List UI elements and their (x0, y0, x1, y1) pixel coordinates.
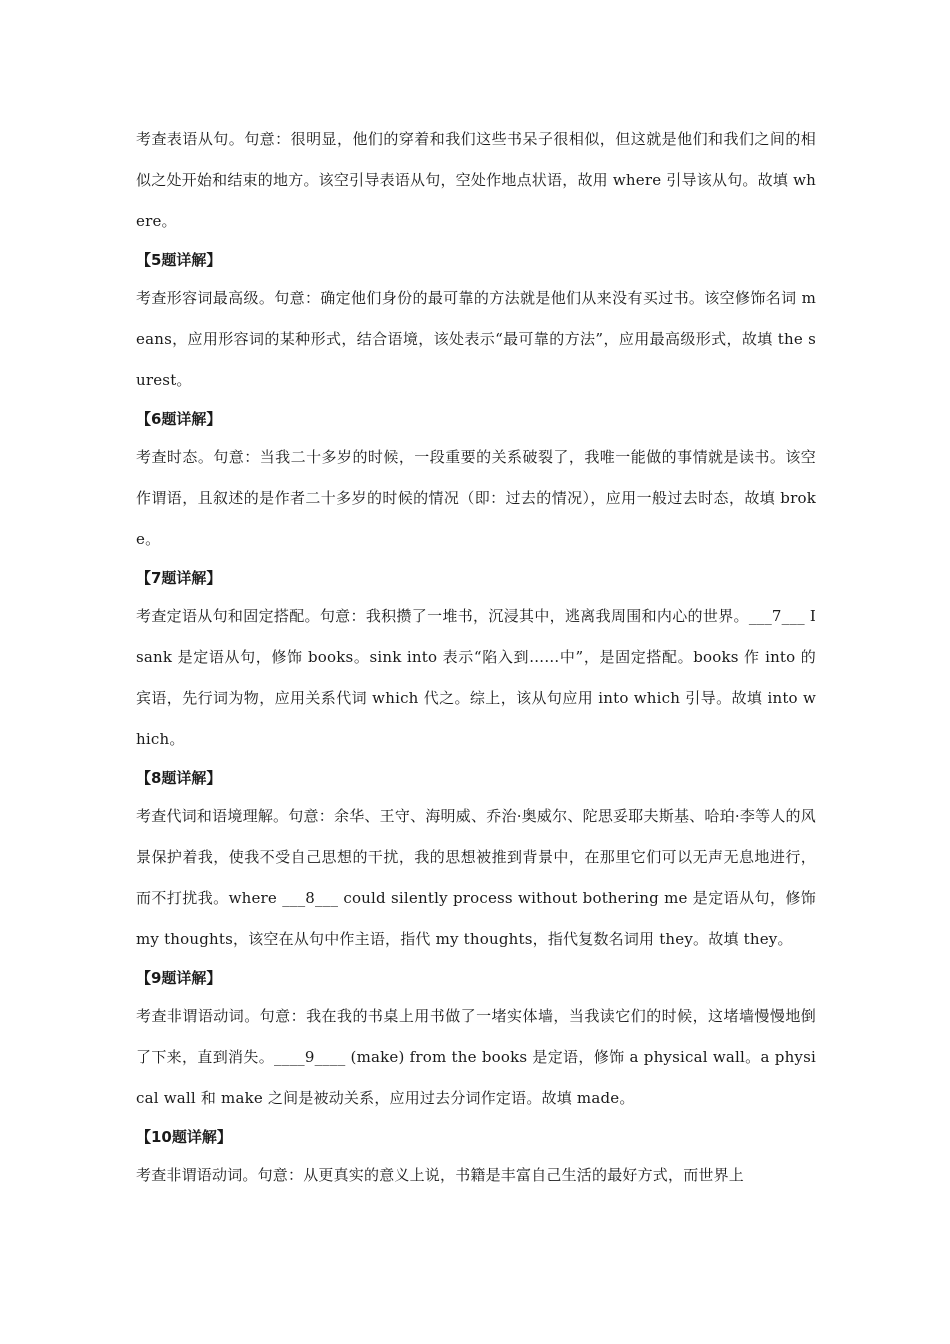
explanation-8-text: 考查代词和语境理解。句意：余华、王守、海明威、乔治·奥威尔、陀思妥耶夫斯基、哈珀·李等人的风景保护着我，使我不受自己思想的干扰，我的思想被推到背景中，在那里它们可以无声无息地进行，而不打扰我。where ___8___ could silently process without bothering me 是定语从句，修饰 my thoughts，该空在从句中作主语，指代 my thoughts，指代复数名词用 they。故填 they。 (136, 807, 816, 948)
explanation-10-text: 考查非谓语动词。句意：从更真实的意义上说，书籍是丰富自己生活的最好方式，而世界上 (136, 1166, 745, 1184)
explanation-4-text: 考查表语从句。句意：很明显，他们的穿着和我们这些书呆子很相似，但这就是他们和我们之间的相似之处开始和结束的地方。该空引导表语从句，空处作地点状语，故用 where 引导该从句。故填 where。 (136, 130, 816, 230)
explanation-7-text: 考查定语从句和固定搭配。句意：我积攒了一堆书，沉浸其中，逃离我周围和内心的世界。___7___ I sank 是定语从句，修饰 books。sink into 表示“陷入到……中”，是固定搭配。books 作 into 的宾语，先行词为物，应用关系代词 which 代之。综上，该从句应用 into which 引导。故填 into which。 (136, 607, 816, 748)
explanation-9-text: 考查非谓语动词。句意：我在我的书桌上用书做了一堵实体墙，当我读它们的时候，这堵墙慢慢地倒了下来，直到消失。____9____ (make) from the books 是定语，修饰 a physical wall。a physical wall 和 make 之间是被动关系，应用过去分词作定语。故填 made。 (136, 1007, 816, 1107)
question-8-heading: 【8题详解】 (136, 769, 222, 787)
explanation-6-text: 考查时态。句意：当我二十多岁的时候，一段重要的关系破裂了，我唯一能做的事情就是读书。该空作谓语，且叙述的是作者二十多岁的时候的情况（即：过去的情况），应用一般过去时态，故填 broke。 (136, 448, 816, 548)
question-10-heading: 【10题详解】 (136, 1128, 232, 1146)
question-5-heading: 【5题详解】 (136, 251, 222, 269)
question-7-heading: 【7题详解】 (136, 569, 222, 587)
explanation-5-text: 考查形容词最高级。句意：确定他们身份的最可靠的方法就是他们从来没有买过书。该空修饰名词 means，应用形容词的某种形式，结合语境，该处表示“最可靠的方法”，应用最高级形式，故填 the surest。 (136, 289, 816, 389)
answer-explanations (136, 119, 816, 1196)
question-9-heading: 【9题详解】 (136, 969, 222, 987)
question-6-heading: 【6题详解】 (136, 410, 222, 428)
